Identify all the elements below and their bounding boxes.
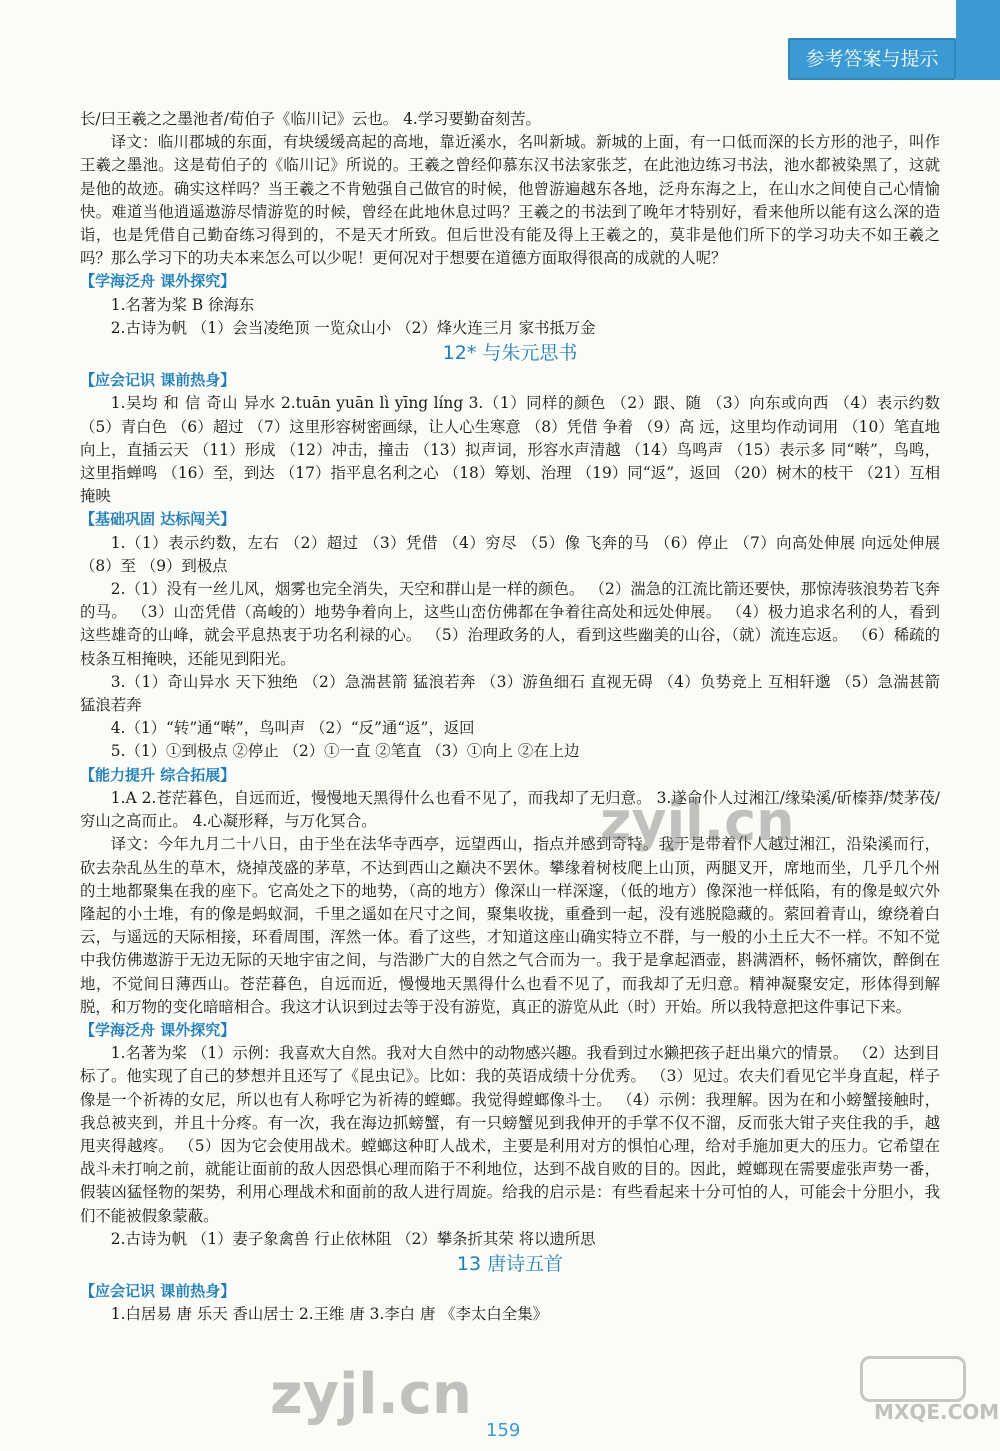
corner-tab [956,0,1000,80]
lesson-title: 12* 与朱元思书 [442,342,578,365]
answer-paragraph: 2.（1）没有一丝儿风，烟雾也完全消失，天空和群山是一样的颜色。 （2）湍急的江流比箭还要快，那惊涛骇浪势若飞奔的马。 （3）山峦凭借（高峻的）地势争着向上，这些山峦仿佛都在争着往高处和远处伸展。 （4）极力追求名利的人，看到这些雄奇的山峰，就会平息热衷于功名利禄的心。 （5）治理政务的人，看到这些幽美的山谷，（就）流连忘返。 （6）稀疏的枝条互相掩映，还能见到阳光。 [80,580,940,668]
answer-paragraph: 译文：今年九月二十八日，由于坐在法华寺西亭，远望西山，指点并感到奇特。我于是带着仆人越过湘江，沿染溪而行，砍去杂乱丛生的草木，烧掉茂盛的茅草，不达到西山之巅决不罢休。攀缘着树枝爬上山顶，两腿叉开，席地而坐，几乎几个州的土地都聚集在我的座下。它高处之下的地势，（高的地方）像深山一样深邃，（低的地方）像深池一样低陷，有的像是蚁穴外隆起的小土堆，有的像是蚂蚁洞，千里之遥如在尺寸之间，聚集收拢，重叠到一起，没有逃脱隐藏的。萦回着青山，缭绕着白云，与遥远的天际相接，环看周围，浑然一体。看了这些，才知道这座山确实特立不群，与一般的小土丘大不一样。不知不觉中我仿佛遨游于无边无际的天地宇宙之间，与浩渺广大的自然之气合而为一。我于是拿起酒壶，斟满酒杯，畅怀痛饮，醉倒在地，不觉间日薄西山。苍茫暮色，自远而近，慢慢地天黑得什么也看不见了，而我却了无归意。精神凝聚安定，形体得到解脱，和万物的变化暗暗相合。我这才认识到过去等于没有游览，真正的游览从此（时）开始。所以我特意把这件事记下来。 [80,835,940,1016]
watermark-site: MXQE.COM [874,1400,1000,1424]
answer-paragraph: 4.（1）“转”通“啭”，鸟叫声 （2）“反”通“返”，返回 [110,719,475,738]
answer-content [80,108,940,1327]
answer-paragraph: 1.名著为桨 （1）示例：我喜欢大自然。我对大自然中的动物感兴趣。我看到过水獭把孩子赶出巢穴的情景。 （2）达到目标了。他实现了自己的梦想并且还写了《昆虫记》。比如：我的英语成绩十分优秀。 （3）见过。农夫们看见它半身直起，样子像是一个祈祷的女尼，所以也有人称呼它为祈祷的螳螂。我觉得螳螂像斗士。 （4）示例：我理解。因为在和小螃蟹接触时，我总被夹到，并且十分疼。有一次，我在海边抓螃蟹，有一只螃蟹见到我伸开的手掌不仅不溜，反而张大钳子夹住我的手，越甩夹得越疼。 （5）因为它会使用战术。螳螂这种盯人战术，主要是利用对方的惧怕心理，给对手施加更大的压力。它希望在战斗未打响之前，就能让面前的敌人因恐惧心理而陷于不利地位，达到不战自败的目的。因此，螳螂现在需要虚张声势一番，假装凶猛怪物的架势，利用心理战术和面前的敌人进行周旋。给我的启示是：有些看起来十分可怕的人，可能会十分胆小，我们不能被假象蒙蔽。 [80,1044,940,1225]
answer-paragraph: 2.古诗为帆 （1）会当凌绝顶 一览众山小 （2）烽火连三月 家书抵万金 [110,318,596,337]
section-heading: 【学海泛舟 课外探究】 [80,1020,236,1039]
answer-paragraph: 译文：临川郡城的东面，有块缓缓高起的高地，靠近溪水，名叫新城。新城的上面，有一口低而深的长方形的池子，叫作王羲之墨池。这是荀伯子的《临川记》所说的。王羲之曾经仰慕东汉书法家张芝，在此池边练习书法，池水都被染黑了，这就是他的故迹。确实这样吗？当王羲之不肯勉强自己做官的时候，他曾游遍越东各地，泛舟东海之上，在山水之间使自己心情愉快。难道当他逍遥遨游尽情游览的时候，曾经在此地休息过吗？王羲之的书法到了晚年才特别好，看来他所以能有这么深的造诣，也是凭借自己勤奋练习得到的，不是天才所致。但后世没有能及得上王羲之的，莫非是他们所下的学习功夫不如王羲之吗？那么学习下的功夫本来怎么可以少呢！更何况对于想要在道德方面取得很高的成就的人呢？ [80,133,940,268]
section-heading: 【基础巩固 达标闯关】 [80,510,236,529]
answer-paragraph: 1.吴均 和 信 奇山 异水 2.tuān yuān lì yīng líng 3.（1）同样的颜色 （2）跟、随 （3）向东或向西 （4）表示约数 （5）青白色 （6）超过 （7）这里形容树密画绿，让人心生寒意 （8）凭借 争着 （9）高 远，这里均作动词用 （10）笔直地向上，直插云天 （11）形成 （12）冲击，撞击 （13）拟声词，形容水声清越 （14）鸟鸣声 （15）表示多 同“啭”，鸟鸣，这里指蝉鸣 （16）至，到达 （17）指平息名利之心 （18）筹划、治理 （19）同“返”，返回 （20）树木的枝干 （21）互相掩映 [80,394,940,506]
answer-paragraph: 5.（1）①到极点 ②停止 （2）①一直 ②笔直 （3）①向上 ②在上边 [110,742,580,761]
answer-paragraph: 2.古诗为帆 （1）妻子象禽兽 行止依林阻 （2）攀条折其荣 将以遗所思 [110,1229,596,1248]
watermark-logo-icon [860,1356,966,1402]
answer-paragraph: 3.（1）奇山异水 天下独绝 （2）急湍甚箭 猛浪若奔 （3）游鱼细石 直视无碍 （4）负势竞上 互相轩邈 （5）急湍甚箭 猛浪若奔 [80,672,940,715]
answer-paragraph: 1.名著为桨 B 徐海东 [110,295,255,314]
watermark-text: zyjl.cn [600,790,795,853]
answer-paragraph: 1.（1）表示约数，左右 （2）超过 （3）凭借 （4）穷尽 （5）像 飞奔的马 （6）停止 （7）向高处伸展 向远处伸展 （8）至 （9）到极点 [80,533,940,575]
section-badge: 参考答案与提示 [788,38,956,80]
answer-paragraph: 长/曰王羲之之墨池者/荀伯子《临川记》云也。 4.学习要勤奋刻苦。 [80,110,541,128]
section-heading: 【学海泛舟 课外探究】 [80,272,236,291]
answer-paragraph: 1.白居易 唐 乐天 香山居士 2.王维 唐 3.李白 唐 《李太白全集》 [110,1305,548,1324]
section-heading: 【应会记识 课前热身】 [80,371,236,390]
section-heading: 【能力提升 综合拓展】 [80,765,236,784]
lesson-title: 13 唐诗五首 [456,1252,564,1275]
answer-paragraph: 1.A 2.苍茫暮色，自远而近，慢慢地天黑得什么也看不见了，而我却了无归意。 3.遂命仆人过湘江/缘染溪/斫榛莽/焚茅茷/穷山之高而止。 4.心凝形释，与万化冥合。 [80,788,940,831]
section-heading: 【应会记识 课前热身】 [80,1282,236,1301]
page-number: 159 [486,1420,521,1441]
watermark-text-bottom: zyjl.cn [270,1362,472,1427]
